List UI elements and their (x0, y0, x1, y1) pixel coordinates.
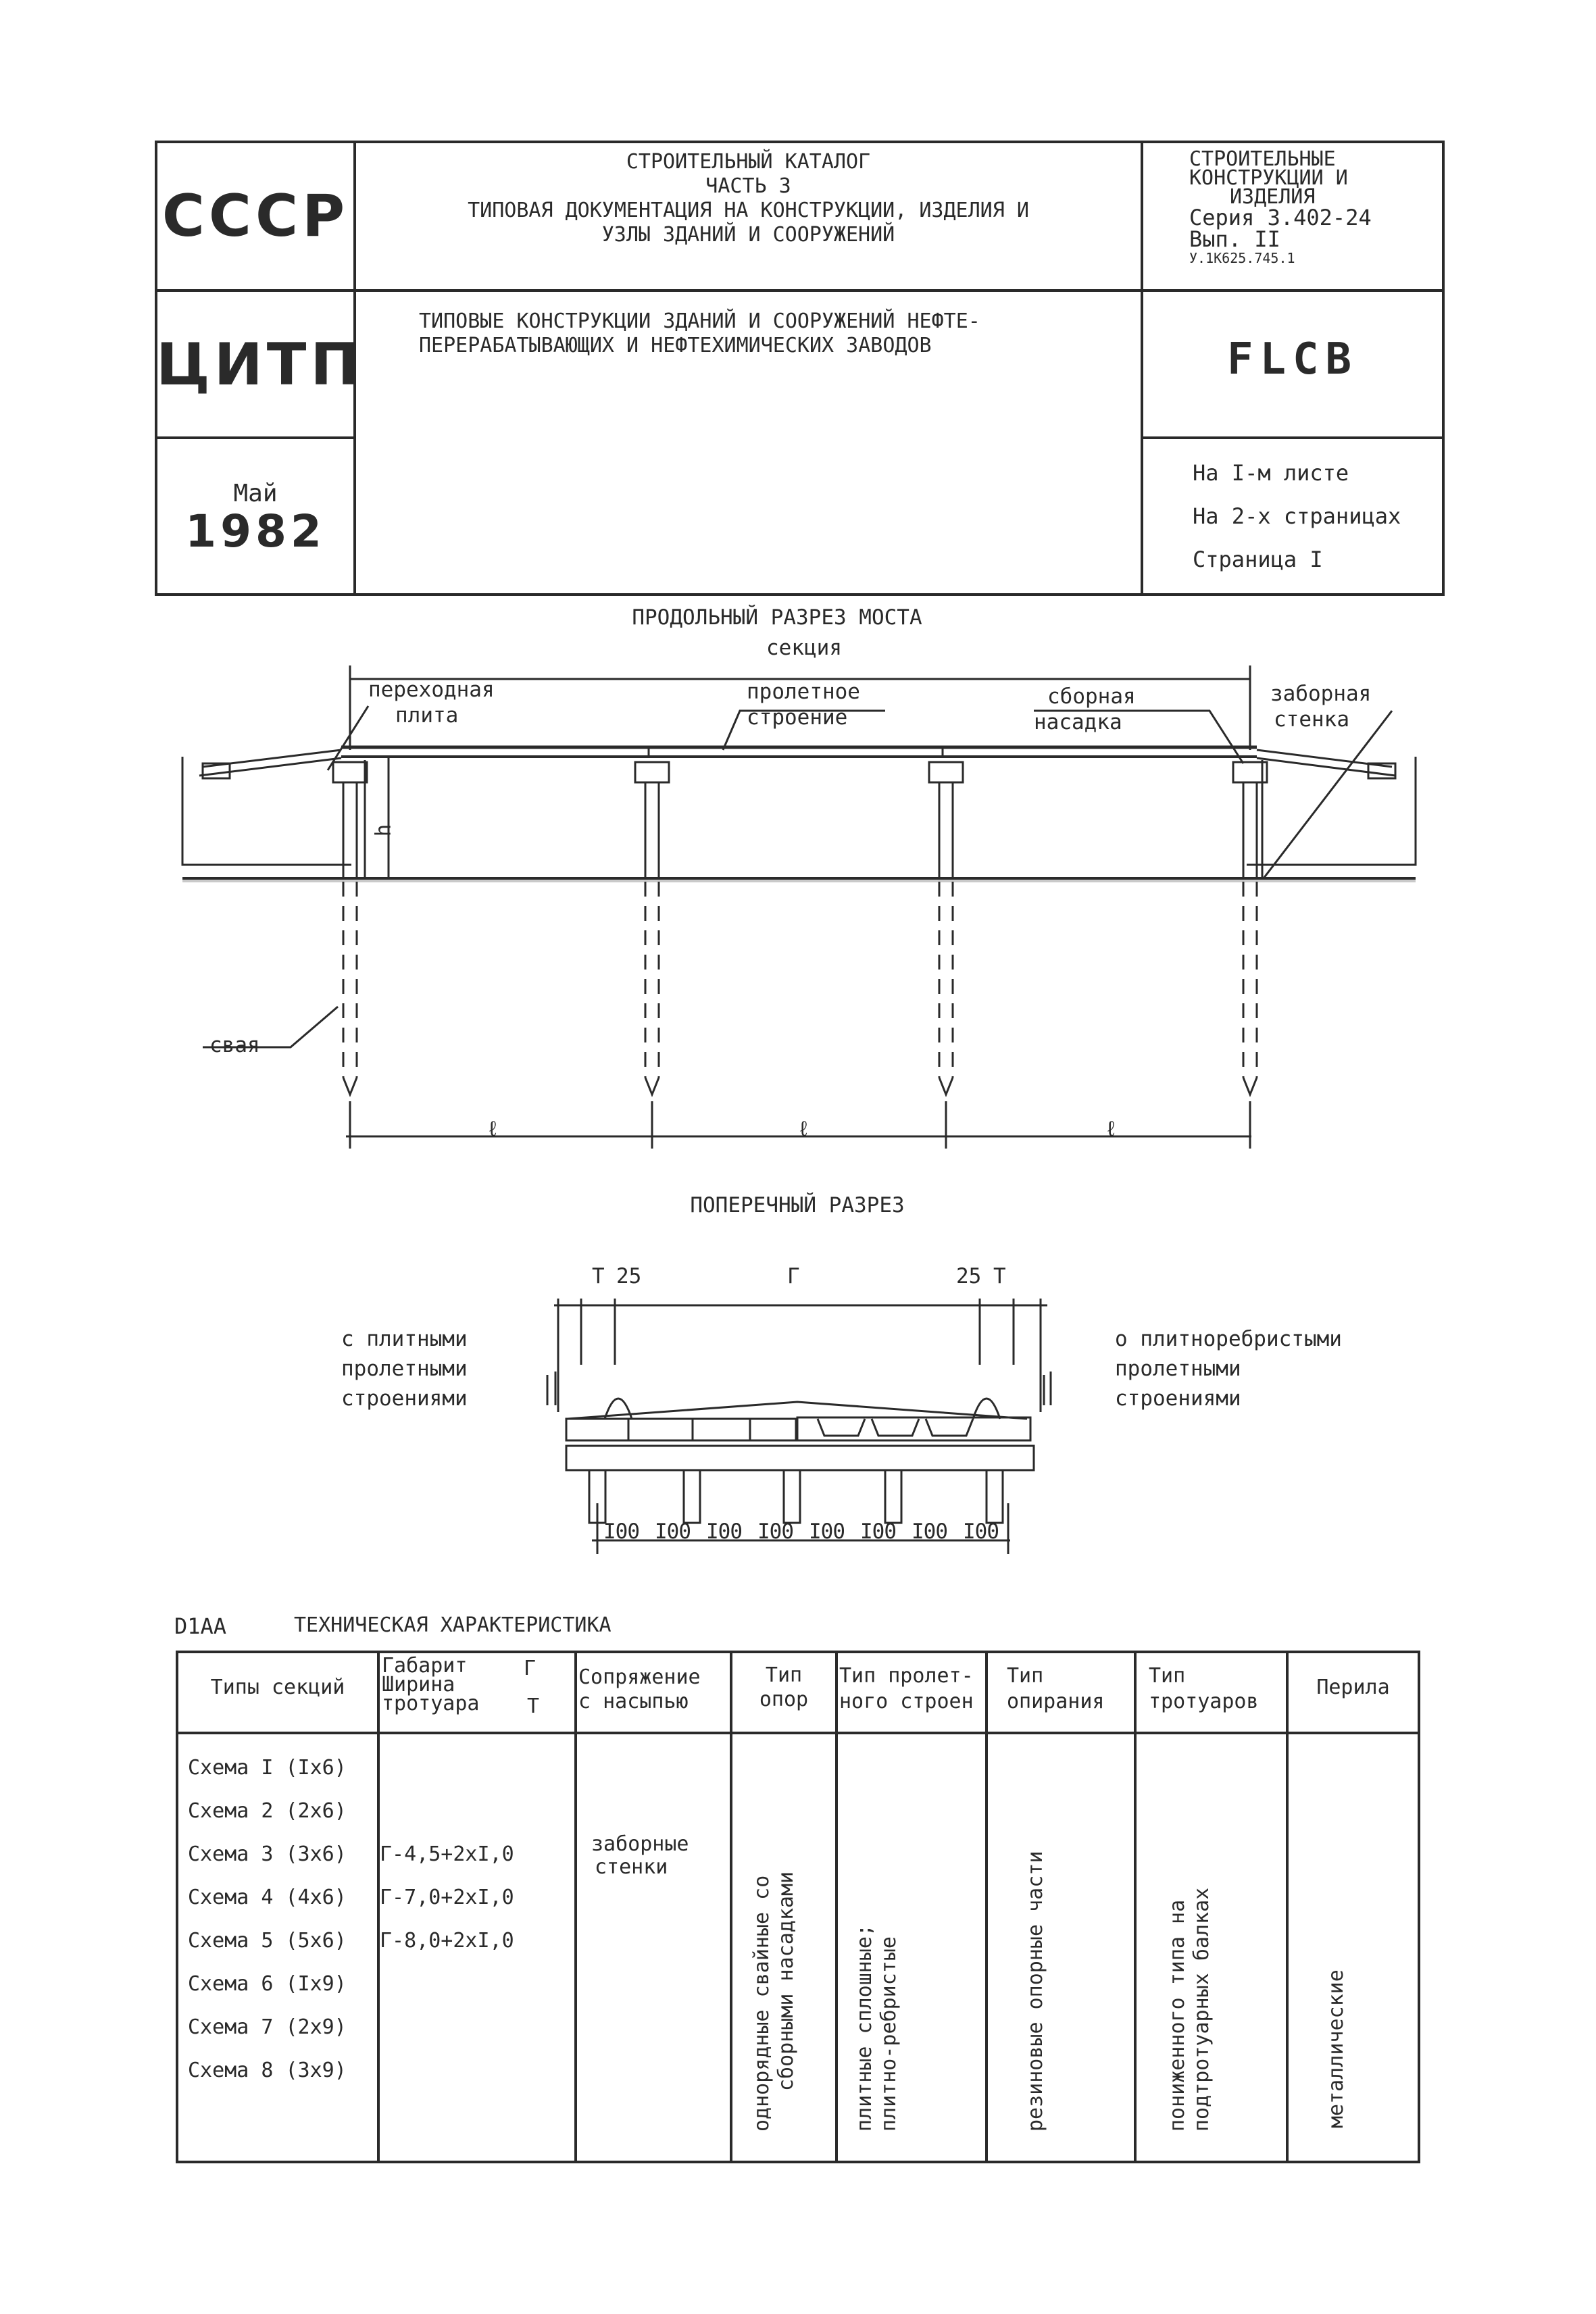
issue-number: Вып. II (1189, 226, 1280, 252)
page-count: На 2-х страницах (1193, 503, 1401, 529)
month-label: Май (233, 480, 278, 507)
right-variant-line-3: строениями (1115, 1386, 1241, 1411)
series-info (1189, 147, 1439, 266)
dim-sidewalk-left: Т (592, 1264, 605, 1288)
wall-line-1: заборная (1270, 682, 1372, 706)
transition-slab-label (368, 677, 495, 728)
table-row: Схема I (Iх6) (188, 1756, 347, 1780)
header-gabarit-1: Габарит (382, 1654, 468, 1678)
sheet-info (1193, 451, 1443, 581)
country-label: СССР (161, 182, 349, 250)
left-variant-line-3: строениями (341, 1386, 468, 1411)
cap-line-1: сборная (1047, 684, 1136, 709)
scheme-list (188, 1746, 347, 2092)
walk-value (1166, 1888, 1214, 2132)
table-row: Схема 6 (Iх9) (188, 1972, 347, 1996)
header-walk-1: Тип (1149, 1664, 1186, 1688)
header-span (839, 1663, 974, 1715)
header-walk-2: тротуаров (1149, 1690, 1259, 1713)
cross-section-title: ПОПЕРЕЧНЫЙ РАЗРЕЗ (690, 1193, 905, 1217)
span-value-2: плитно-ребристые (877, 1936, 901, 2132)
span-label-3: ℓ (1105, 1117, 1118, 1141)
long-section-title: ПРОДОЛЬНЫЙ РАЗРЕЗ МОСТА (632, 605, 922, 630)
table-row: Схема 4 (4х6) (188, 1886, 347, 1909)
support-value-1: однорядные свайные со (750, 1875, 774, 2132)
header-supports-1: Тип (765, 1663, 803, 1687)
transition-slab-line-1: переходная (368, 678, 495, 702)
dim-curb-left: 25 (616, 1264, 642, 1288)
conj-value-1: заборные (591, 1832, 689, 1856)
bottom-dim-2: I00 (655, 1519, 691, 1544)
table-row: Схема 5 (5х6) (188, 1929, 347, 1953)
span-structure-line-2: строение (747, 705, 848, 730)
conj-value-2: стенки (595, 1855, 668, 1879)
header-span-1: Тип пролет- (839, 1664, 974, 1688)
header-gabarit-sym-t: Т (527, 1694, 540, 1718)
bottom-dim-5: I00 (809, 1519, 845, 1544)
header-gabarit (382, 1654, 480, 1715)
gabarit-value: Г-8,0+2хI,0 (380, 1929, 514, 1953)
header-bearing-2: опирания (1007, 1690, 1105, 1713)
catalog-line-3: ТИПОВАЯ ДОКУМЕНТАЦИЯ НА КОНСТРУКЦИИ, ИЗДЕЛИЯ И (468, 199, 1029, 222)
dim-roadway: Г (787, 1264, 800, 1288)
bearing-value: резиновые опорные части (1024, 1851, 1047, 2132)
page-number: Страница I (1193, 547, 1323, 572)
bottom-dim-7: I00 (912, 1519, 947, 1544)
support-value-2: сборными насадками (774, 1871, 798, 2091)
conj-value (591, 1833, 689, 1879)
table-row: Схема 7 (2х9) (188, 2015, 347, 2039)
catalog-line-1: СТРОИТЕЛЬНЫЙ КАТАЛОГ (626, 150, 871, 174)
gabarit-value: Г-7,0+2хI,0 (380, 1886, 514, 1909)
transition-slab-line-2: плита (395, 703, 459, 728)
header-walk (1149, 1663, 1259, 1715)
catalog-code: FLCB (1226, 334, 1359, 384)
header-gabarit-3: тротуара (382, 1692, 480, 1715)
gabarit-list (380, 1833, 514, 1963)
table-row: Схема 8 (3х9) (188, 2059, 347, 2082)
span-value-1: плитные сплошные; (853, 1923, 876, 2132)
header-bearing (1007, 1663, 1105, 1715)
header-gabarit-2: Ширина (382, 1673, 455, 1696)
header-conj (578, 1665, 701, 1714)
doc-code: У.1К625.745.1 (1189, 250, 1295, 266)
sheet-count: На I-м листе (1193, 460, 1349, 486)
table-row: Схема 3 (3х6) (188, 1842, 347, 1866)
bottom-dim-3: I00 (706, 1519, 742, 1544)
series-number: Серия 3.402-24 (1189, 205, 1372, 230)
span-structure-label (747, 679, 860, 730)
bottom-dim-1: I00 (603, 1519, 639, 1544)
span-label-2: ℓ (797, 1117, 810, 1141)
span-label-1: ℓ (487, 1117, 499, 1141)
tech-title: ТЕХНИЧЕСКАЯ ХАРАКТЕРИСТИКА (294, 1613, 612, 1637)
cap-line-2: насадка (1034, 710, 1122, 734)
left-variant-line-2: пролетными (341, 1357, 468, 1381)
series-title (365, 309, 1135, 358)
series-info-2: КОНСТРУКЦИИ И (1189, 166, 1348, 190)
series-line-2: ПЕРЕРАБАТЫВАЮЩИХ И НЕФТЕХИМИЧЕСКИХ ЗАВОДОВ (419, 334, 932, 357)
walk-value-1: пониженного типа на (1166, 1899, 1189, 2132)
series-info-1: СТРОИТЕЛЬНЫЕ (1189, 147, 1336, 171)
cap-label (1034, 684, 1136, 735)
support-value (750, 1871, 799, 2132)
catalog-line-2: ЧАСТЬ 3 (705, 174, 791, 198)
bottom-dim-4: I00 (757, 1519, 793, 1544)
cross-bottom-dims (603, 1519, 1010, 1544)
right-variant-line-2: пролетными (1115, 1357, 1241, 1381)
header-gabarit-sym-g: Г (524, 1657, 537, 1680)
walk-value-2: подтротуарных балках (1190, 1887, 1214, 2132)
year-label: 1982 (185, 505, 326, 557)
tech-code: D1AA (174, 1613, 227, 1639)
bottom-dim-6: I00 (860, 1519, 896, 1544)
rail-value: металлические (1324, 1969, 1348, 2128)
dim-curb-right: 25 (956, 1264, 982, 1288)
series-info-3: ИЗДЕЛИЯ (1230, 185, 1316, 209)
wall-line-2: стенка (1274, 707, 1349, 732)
gabarit-value: Г-4,5+2хI,0 (380, 1842, 514, 1866)
header-types: Типы секций (210, 1676, 345, 1699)
header-bearing-1: Тип (1007, 1664, 1044, 1688)
catalog-line-4: УЗЛЫ ЗДАНИЙ И СООРУЖЕНИЙ (601, 223, 895, 247)
org-label: ЦИТП (156, 331, 364, 399)
cross-section-drawing (0, 1284, 1596, 1594)
section-label: секция (766, 636, 842, 660)
span-value (853, 1924, 901, 2132)
dim-sidewalk-right: Т (993, 1264, 1006, 1288)
header-conj-2: с насыпью (578, 1690, 689, 1713)
header-supports-2: опор (759, 1688, 809, 1711)
bottom-dim-8: I00 (963, 1519, 999, 1544)
span-structure-line-1: пролетное (747, 680, 860, 704)
right-variant-line-1: о плитноребристыми (1115, 1327, 1342, 1351)
left-variant-line-1: с плитными (341, 1327, 468, 1351)
header-span-2: ного строен (839, 1690, 974, 1713)
wall-label (1270, 681, 1371, 732)
series-line-1: ТИПОВЫЕ КОНСТРУКЦИИ ЗДАНИЙ И СООРУЖЕНИЙ НЕФТЕ- (419, 309, 980, 333)
height-label: h (371, 824, 396, 837)
catalog-title (355, 150, 1142, 247)
header-conj-1: Сопряжение (578, 1665, 701, 1689)
table-row: Схема 2 (2х6) (188, 1799, 347, 1823)
pile-label: свая (209, 1033, 260, 1057)
header-supports (731, 1663, 837, 1712)
header-rail: Перила (1316, 1676, 1390, 1699)
